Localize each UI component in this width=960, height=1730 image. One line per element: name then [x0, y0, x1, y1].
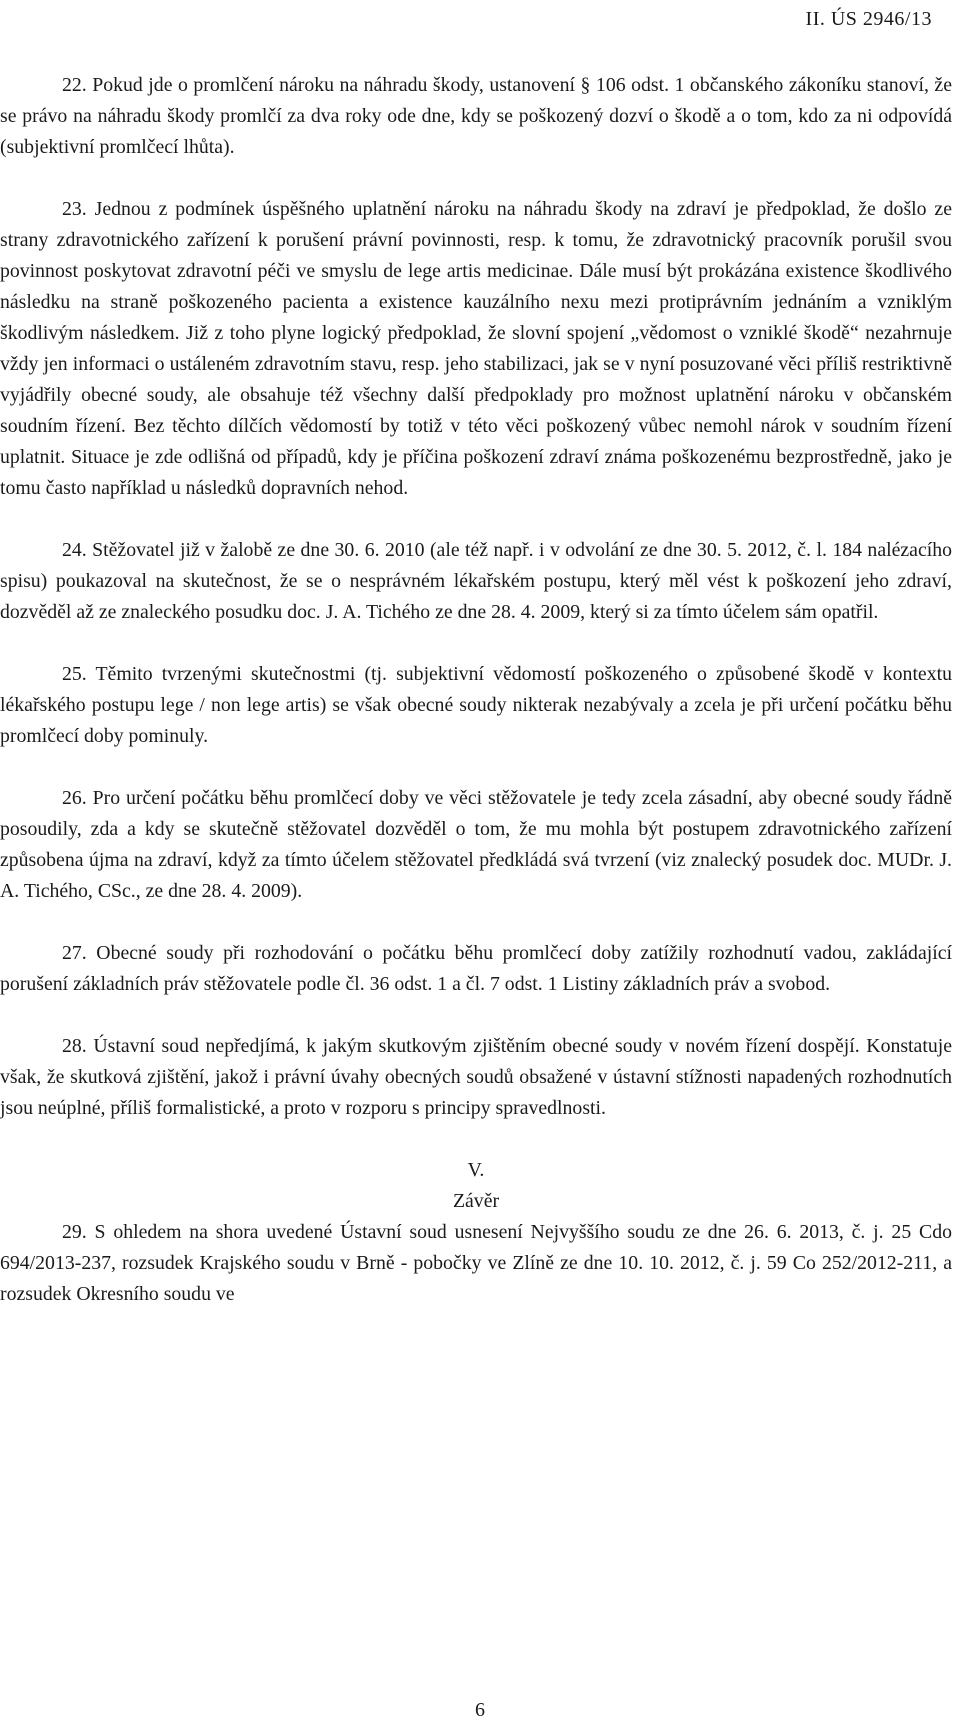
paragraph-22: 22. Pokud jde o promlčení nároku na náhradu škody, ustanovení § 106 odst. 1 občanského zákoníku stanoví, že se právo na náhradu škody promlčí za dva roky ode dne, kdy se poškozený dozví o škodě a o tom, kdo za ni odpovídá (subjektivní promlčecí lhůta). [0, 74, 952, 158]
paragraph-29: 29. S ohledem na shora uvedené Ústavní soud usnesení Nejvyššího soudu ze dne 26. 6. 2013, č. j. 25 Cdo 694/2013-237, rozsudek Krajského soudu v Brně - pobočky ve Zlíně ze dne 10. 10. 2012, č. j. 59 Co 252/2012-211, a rozsudek Okresního soudu ve [0, 1221, 952, 1305]
section-title: Závěr [452, 1190, 500, 1212]
paragraph-27: 27. Obecné soudy při rozhodování o počátku běhu promlčecí doby zatížily rozhodnutí vadou, zakládající porušení základních práv stěžovatele podle čl. 36 odst. 1 a čl. 7 odst. 1 Listiny základních práv a svobod. [0, 942, 952, 995]
paragraph-28: 28. Ústavní soud nepředjímá, k jakým skutkovým zjištěním obecné soudy v novém řízení dospějí. Konstatuje však, že skutková zjištění, jakož i právní úvahy obecných soudů obsažené v ústavní stížnosti napadených rozhodnutích jsou neúplné, příliš formalistické, a proto v rozporu s principy spravedlnosti. [0, 1035, 952, 1119]
document-body [0, 70, 952, 1341]
section-number: V. [467, 1159, 485, 1181]
paragraph-24: 24. Stěžovatel již v žalobě ze dne 30. 6. 2010 (ale též např. i v odvolání ze dne 30. 5. 2012, č. l. 184 nalézacího spisu) poukazoval na skutečnost, že se o nesprávném lékařském postupu, který měl vést k poškození jeho zdraví, dozvěděl až ze znaleckého posudku doc. J. A. Tichého ze dne 28. 4. 2009, který si za tímto účelem sám opatřil. [0, 539, 952, 623]
paragraph-25: 25. Těmito tvrzenými skutečnostmi (tj. subjektivní vědomostí poškozeného o způsobené škodě v kontextu lékařského postupu lege / non lege artis) se však obecné soudy nikterak nezabývaly a zcela je při určení počátku běhu promlčecí doby pominuly. [0, 663, 952, 747]
paragraph-26: 26. Pro určení počátku běhu promlčecí doby ve věci stěžovatele je tedy zcela zásadní, aby obecné soudy řádně posoudily, zda a kdy se skutečně stěžovatel dozvěděl o tom, že mu mohla být postupem zdravotnického zařízení způsobena újma na zdraví, když za tímto účelem stěžovatel předkládá svá tvrzení (viz znalecký posudek doc. MUDr. J. A. Tichého, CSc., ze dne 28. 4. 2009). [0, 787, 952, 902]
header-case-reference: II. ÚS 2946/13 [805, 8, 932, 30]
paragraph-23: 23. Jednou z podmínek úspěšného uplatnění nároku na náhradu škody na zdraví je předpoklad, že došlo ze strany zdravotnického zařízení k porušení právní povinnosti, resp. k tomu, že zdravotnický pracovník porušil svou povinnost poskytovat zdravotní péči ve smyslu de lege artis medicinae. Dále musí být prokázána existence škodlivého následku na straně poškozeného pacienta a existence kauzálního nexu mezi protiprávním jednáním a vzniklým škodlivým následkem. Již z toho plyne logický předpoklad, že slovní spojení „vědomost o vzniklé škodě“ nezahrnuje vždy jen informaci o ustáleném zdravotním stavu, resp. jeho stabilizaci, jak se v nyní posuzované věci příliš restriktivně vyjádřily obecné soudy, ale obsahuje též všechny další předpoklady pro možnost uplatnění nároku v občanském soudním řízení. Bez těchto dílčích vědomostí by totiž v této věci poškozený vůbec nemohl nárok v soudním řízení uplatnit. Situace je zde odlišná od případů, kdy je příčina poškození zdraví známa poškozenému bezprostředně, jako je tomu často například u následků dopravních nehod. [0, 198, 952, 499]
page-number: 6 [475, 1699, 485, 1721]
